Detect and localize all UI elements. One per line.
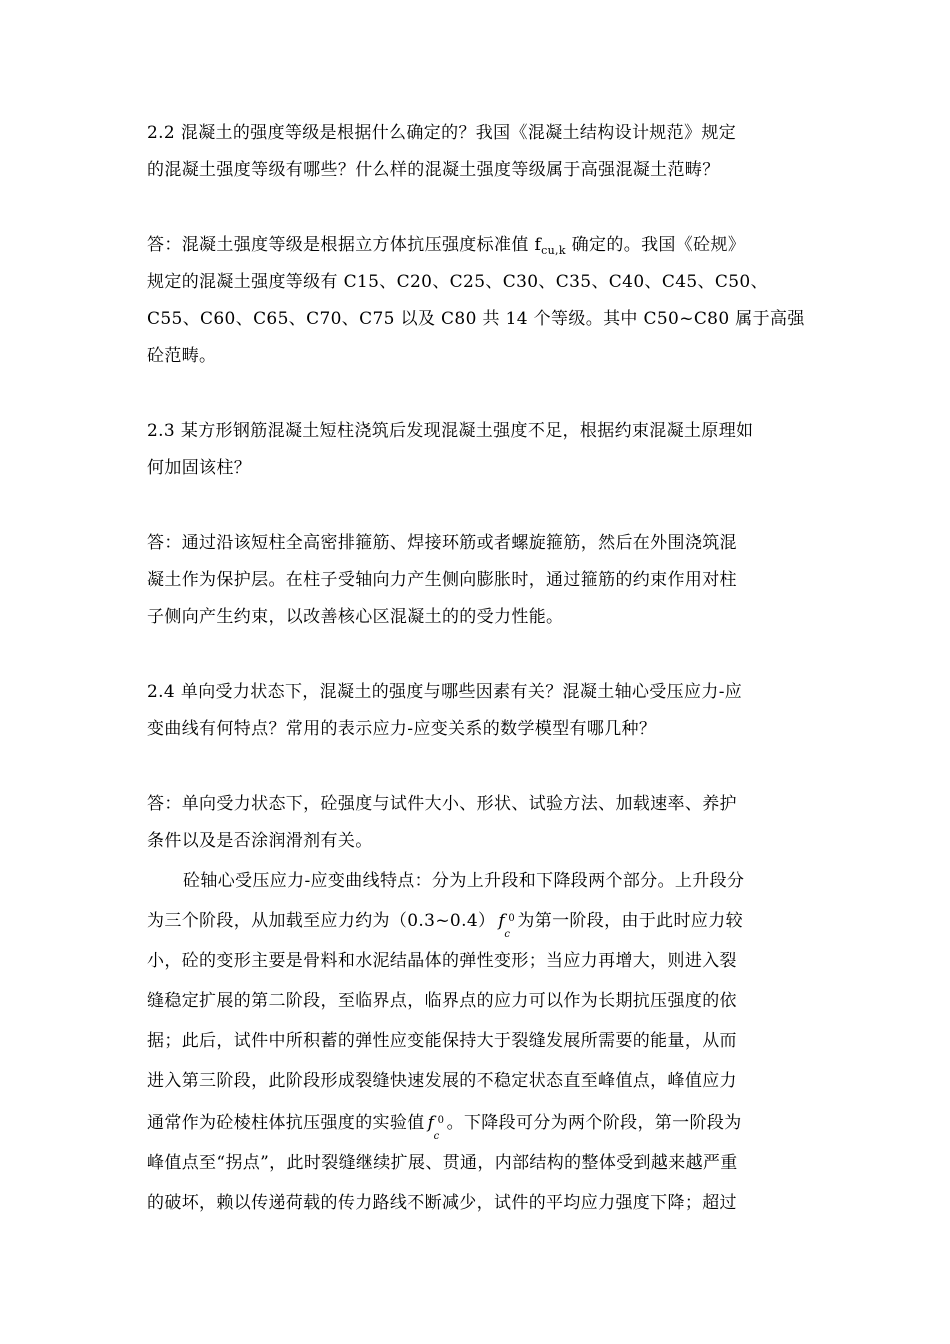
fc0-subscript: c: [504, 929, 511, 940]
fcuk-subscript: cu,k: [541, 244, 566, 257]
answer-2-4-para2-line-5: 据；此后，试件中所积蓄的弹性应变能保持大于裂缝发展所需要的能量，从而: [147, 1031, 737, 1051]
question-2-4-line-2: 变曲线有何特点？常用的表示应力-应变关系的数学模型有哪几种？: [147, 719, 657, 739]
fc0-symbol: [425, 1110, 447, 1142]
answer-2-2-line-1: [147, 232, 745, 264]
answer-2-4-para2-line-1: 砼轴心受压应力-应变曲线特点：分为上升段和下降段两个部分。上升段分: [183, 871, 745, 891]
answer-2-4-line-1: 答：单向受力状态下，砼强度与试件大小、形状、试验方法、加载速率、养护: [147, 794, 737, 814]
fc0-superscript: 0: [508, 913, 516, 924]
answer-2-3-line-3: 子侧向产生约束，以改善核心区混凝土的的受力性能。: [147, 607, 564, 627]
answer-2-4-para2-line-7: [147, 1110, 742, 1142]
question-2-3-line-2: 何加固该柱？: [147, 458, 252, 478]
answer-text: 通常作为砼棱柱体抗压强度的实验值: [147, 1113, 425, 1133]
fc0-f: f: [498, 911, 506, 931]
answer-2-4-para2-line-6: 进入第三阶段，此阶段形成裂缝快速发展的不稳定状态直至峰值点，峰值应力: [147, 1071, 737, 1091]
answer-2-4-para2-line-2: [147, 908, 743, 940]
answer-2-4-para2-line-8: 峰值点至“拐点”，此时裂缝继续扩展、贯通，内部结构的整体受到越来越严重: [147, 1153, 738, 1173]
fc0-symbol: [495, 908, 517, 940]
question-2-3-line-1: 2.3 某方形钢筋混凝土短柱浇筑后发现混凝土强度不足，根据约束混凝土原理如: [147, 421, 754, 441]
answer-text: 确定的。我国《砼规》: [565, 235, 746, 255]
answer-2-2-line-2: 规定的混凝土强度等级有 C15、C20、C25、C30、C35、C40、C45、C50、: [147, 272, 768, 292]
answer-2-2-line-3: C55、C60、C65、C70、C75 以及 C80 共 14 个等级。其中 C50~C80 属于高强: [147, 309, 805, 329]
answer-text: 为三个阶段，从加载至应力约为（0.3~0.4）: [147, 911, 496, 931]
question-2-2-line-2: 的混凝土强度等级有哪些？什么样的混凝土强度等级属于高强混凝土范畴？: [147, 160, 720, 180]
fc0-superscript: 0: [437, 1115, 445, 1126]
question-2-2-line-1: 2.2 混凝土的强度等级是根据什么确定的？我国《混凝土结构设计规范》规定: [147, 123, 737, 143]
answer-text: 为第一阶段，由于此时应力较: [517, 911, 743, 931]
answer-2-3-line-1: 答：通过沿该短柱全高密排箍筋、焊接环筋或者螺旋箍筋，然后在外围浇筑混: [147, 533, 737, 553]
answer-2-2-line-4: 砼范畴。: [147, 346, 217, 366]
answer-2-4-para2-line-9: 的破坏，赖以传递荷载的传力路线不断减少，试件的平均应力强度下降；超过: [147, 1193, 737, 1213]
answer-2-4-line-2: 条件以及是否涂润滑剂有关。: [147, 831, 373, 851]
fc0-subscript: c: [433, 1131, 440, 1142]
answer-2-4-para2-line-3: 小，砼的变形主要是骨料和水泥结晶体的弹性变形；当应力再增大，则进入裂: [147, 951, 737, 971]
answer-2-3-line-2: 凝土作为保护层。在柱子受轴向力产生侧向膨胀时，通过箍筋的约束作用对柱: [147, 570, 737, 590]
answer-2-4-para2-line-4: 缝稳定扩展的第二阶段，至临界点，临界点的应力可以作为长期抗压强度的依: [147, 991, 737, 1011]
answer-text: 。下降段可分为两个阶段，第一阶段为: [446, 1113, 742, 1133]
question-2-4-line-1: 2.4 单向受力状态下，混凝土的强度与哪些因素有关？混凝土轴心受压应力-应: [147, 682, 743, 702]
fc0-f: f: [427, 1113, 435, 1133]
answer-text: 答：混凝土强度等级是根据立方体抗压强度标准值 f: [147, 235, 542, 255]
